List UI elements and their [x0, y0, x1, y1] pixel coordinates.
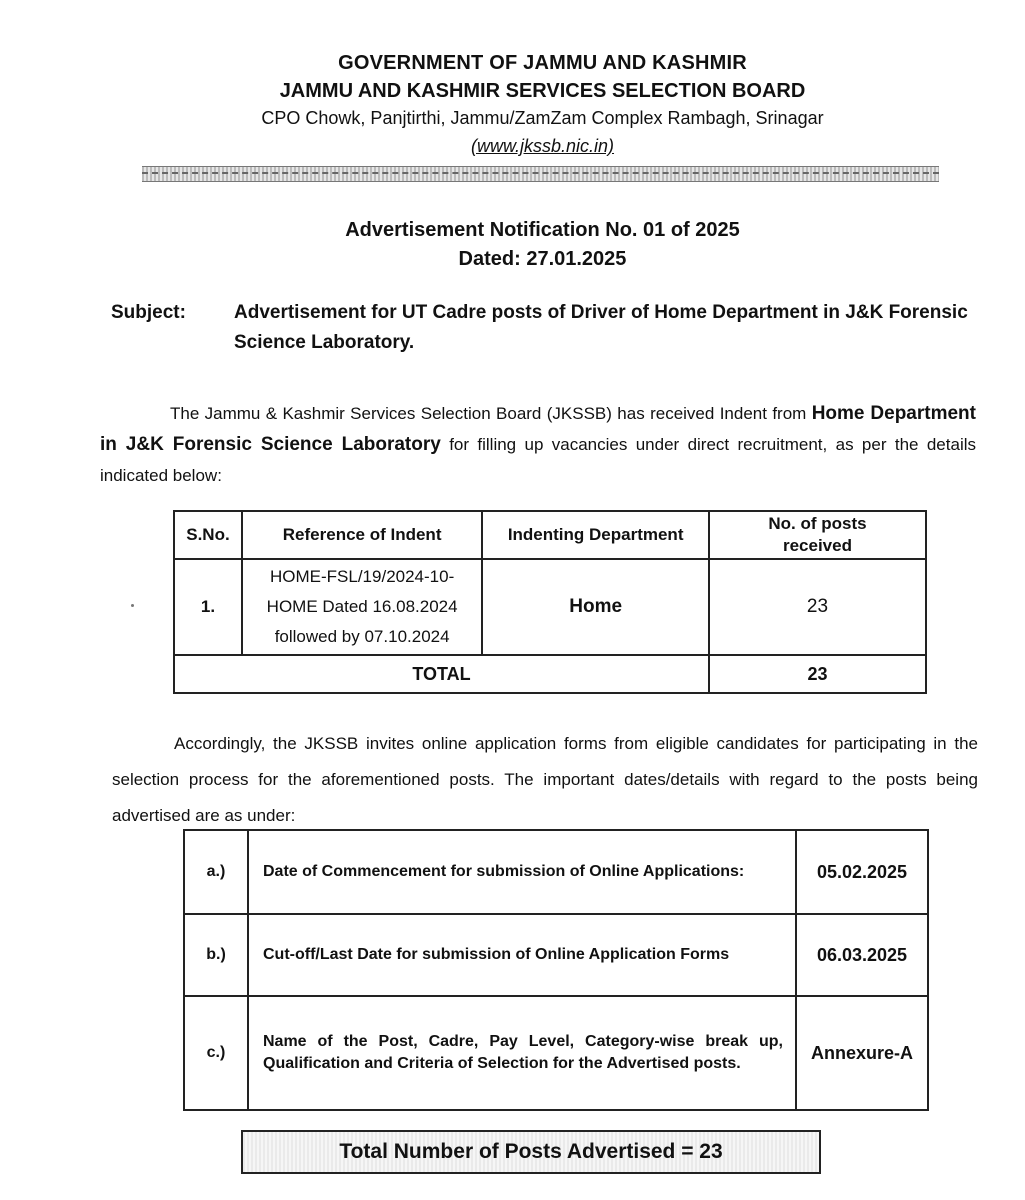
- notification-date: Dated: 27.01.2025: [458, 248, 627, 270]
- scan-speck: [131, 604, 134, 607]
- header-government: GOVERNMENT OF JAMMU AND KASHMIR: [338, 52, 747, 74]
- cell-posts: 23: [709, 559, 926, 655]
- cell-reference: [242, 559, 482, 655]
- header-divider: [142, 166, 939, 182]
- intro-text-bold: Home Department in J&K Forensic Science Laboratory: [100, 403, 976, 455]
- total-label: TOTAL: [174, 655, 709, 693]
- row-value: 05.02.2025: [796, 830, 928, 914]
- table-row: [184, 914, 928, 996]
- row-value: Annexure-A: [796, 996, 928, 1110]
- total-value: 23: [709, 655, 926, 693]
- indent-table: [173, 510, 927, 694]
- intro-text-after: for filling up vacancies under direct recruitment, as per the details indicated below:: [100, 435, 976, 485]
- row-key: a.): [184, 830, 248, 914]
- intro-text-before: The Jammu & Kashmir Services Selection Board (JKSSB) has received Indent from: [170, 404, 812, 423]
- col-posts: No. of posts received: [709, 511, 926, 559]
- col-department: Indenting Department: [482, 511, 709, 559]
- row-description: Cut-off/Last Date for submission of Online Application Forms: [248, 914, 796, 996]
- important-dates-table: [183, 829, 929, 1111]
- header-address: CPO Chowk, Panjtirthi, Jammu/ZamZam Complex Rambagh, Srinagar: [261, 108, 824, 128]
- cell-department: Home: [482, 559, 709, 655]
- total-posts-box: Total Number of Posts Advertised = 23: [241, 1130, 821, 1174]
- intro-paragraph: [100, 398, 976, 491]
- reference-line: HOME Dated 16.08.2024: [266, 597, 458, 616]
- row-value: 06.03.2025: [796, 914, 928, 996]
- reference-line: HOME-FSL/19/2024-10-: [270, 567, 455, 586]
- row-key: c.): [184, 996, 248, 1110]
- subject-text: Advertisement for UT Cadre posts of Driver of Home Department in J&K Forensic Science Laboratory.: [234, 302, 968, 353]
- table-row: [184, 996, 928, 1110]
- header-website: (www.jkssb.nic.in): [470, 136, 615, 156]
- table-row: [174, 559, 926, 655]
- indent-table-header: [174, 511, 926, 559]
- reference-line: followed by 07.10.2024: [274, 627, 450, 646]
- header-board: JAMMU AND KASHMIR SERVICES SELECTION BOARD: [279, 80, 806, 102]
- accordingly-paragraph: Accordingly, the JKSSB invites online application forms from eligible candidates for participating in the selection process for the aforementioned posts. The important dates/details with regard to the posts being advertised are as under:: [112, 734, 978, 825]
- col-reference: Reference of Indent: [242, 511, 482, 559]
- row-key: b.): [184, 914, 248, 996]
- row-description: Date of Commencement for submission of Online Applications:: [248, 830, 796, 914]
- col-sno: S.No.: [174, 511, 242, 559]
- notification-number: Advertisement Notification No. 01 of 2025: [345, 219, 740, 241]
- subject-label: Subject:: [111, 302, 186, 323]
- row-description: Name of the Post, Cadre, Pay Level, Category-wise break up, Qualification and Criteria of Selection for the Advertised posts.: [248, 996, 796, 1110]
- table-row: [184, 830, 928, 914]
- cell-sno: 1.: [174, 559, 242, 655]
- table-total-row: [174, 655, 926, 693]
